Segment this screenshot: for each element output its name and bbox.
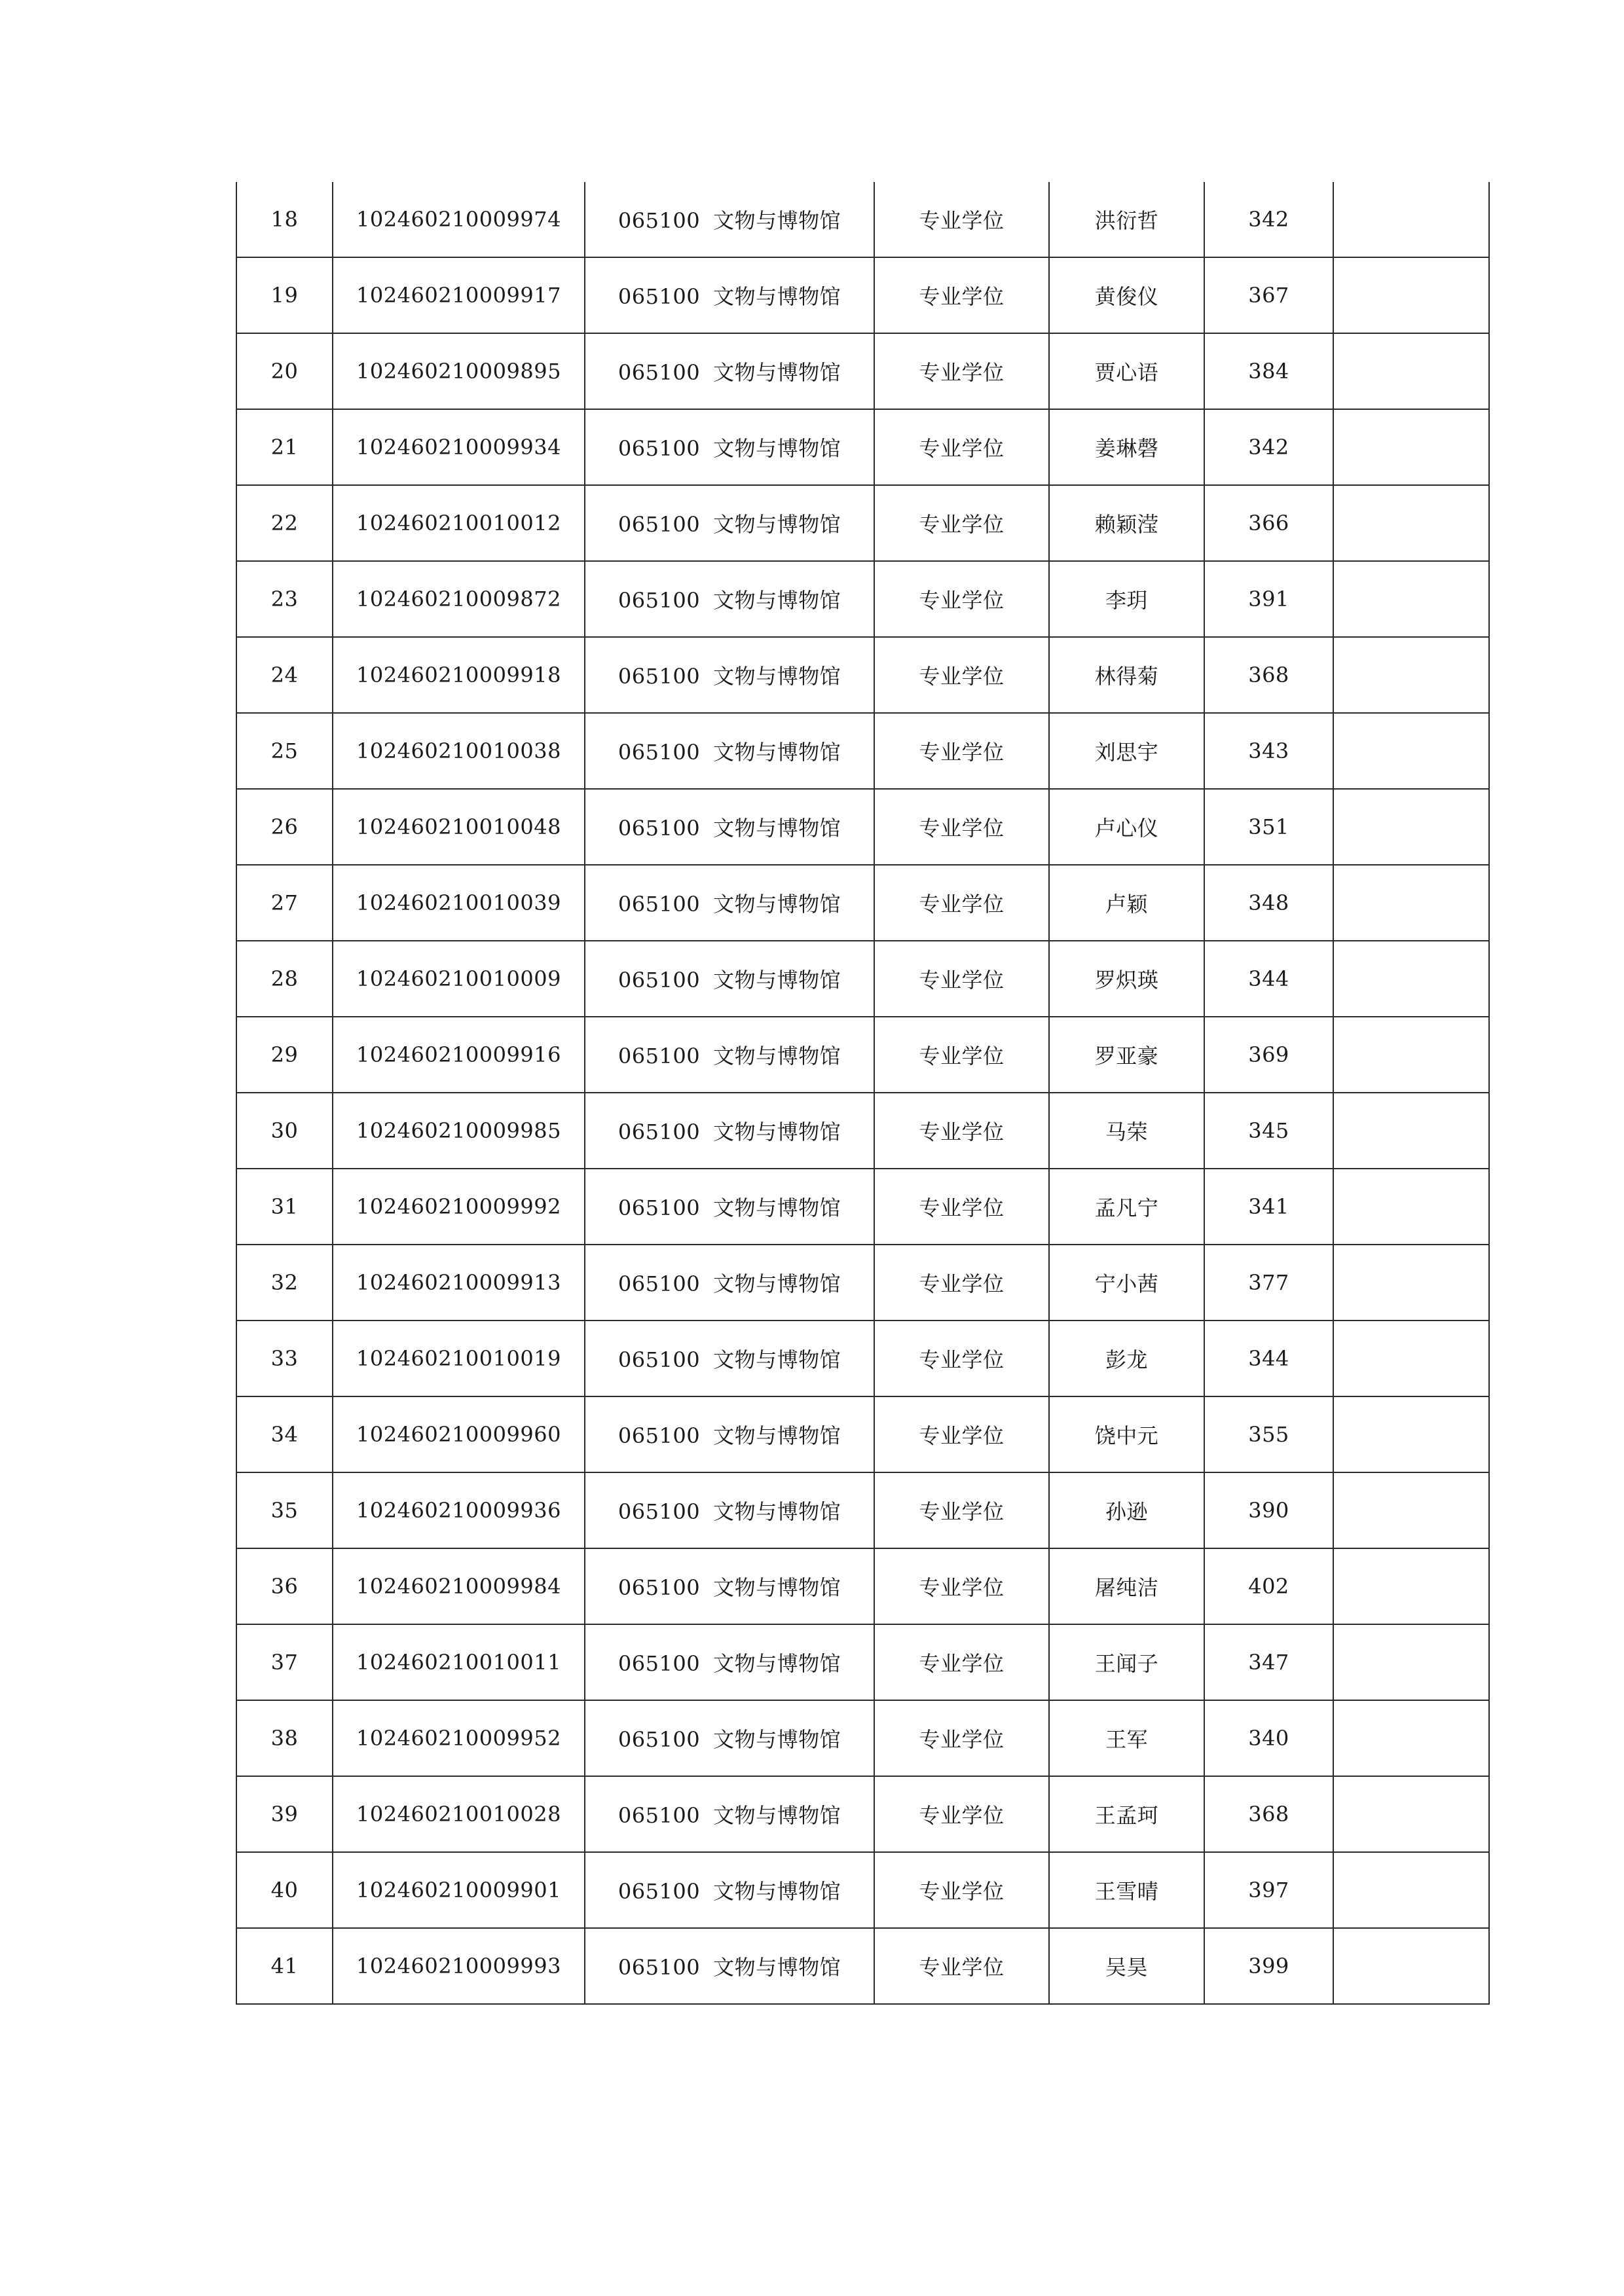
major-code: 065100 <box>618 1499 701 1524</box>
note-cell <box>1333 1624 1489 1700</box>
note-cell <box>1333 1245 1489 1321</box>
major-cell <box>585 1169 874 1245</box>
candidate-name-cell: 王孟珂 <box>1049 1776 1204 1852</box>
table-body <box>236 182 1489 2004</box>
major-code: 065100 <box>618 1879 701 1904</box>
degree-type-cell: 专业学位 <box>874 1928 1049 2004</box>
candidate-name-cell: 宁小茜 <box>1049 1245 1204 1321</box>
score-cell: 397 <box>1204 1852 1333 1928</box>
candidate-name-cell: 彭龙 <box>1049 1321 1204 1396</box>
note-cell <box>1333 1472 1489 1548</box>
candidate-name-cell: 刘思宇 <box>1049 713 1204 789</box>
candidate-name-cell: 卢心仪 <box>1049 789 1204 865</box>
major-code: 065100 <box>618 1955 701 1980</box>
candidate-id-cell: 102460210009992 <box>333 1169 585 1245</box>
candidate-name-cell: 王雪晴 <box>1049 1852 1204 1928</box>
candidate-id-cell: 102460210010038 <box>333 713 585 789</box>
degree-type-cell: 专业学位 <box>874 485 1049 561</box>
table-row <box>236 1928 1489 2004</box>
degree-type-cell: 专业学位 <box>874 1776 1049 1852</box>
candidate-id-cell: 102460210009934 <box>333 409 585 485</box>
candidate-id-cell: 102460210009993 <box>333 1928 585 2004</box>
note-cell <box>1333 485 1489 561</box>
table-row <box>236 1245 1489 1321</box>
major-name: 文物与博物馆 <box>713 360 841 385</box>
major-name: 文物与博物馆 <box>713 512 841 537</box>
row-number-cell: 34 <box>236 1396 333 1472</box>
table-row <box>236 561 1489 637</box>
candidate-name-cell: 马荣 <box>1049 1093 1204 1169</box>
candidate-id-cell: 102460210009913 <box>333 1245 585 1321</box>
major-name: 文物与博物馆 <box>713 968 841 993</box>
major-name: 文物与博物馆 <box>713 1727 841 1752</box>
major-name: 文物与博物馆 <box>713 1195 841 1220</box>
candidate-id-cell: 102460210009960 <box>333 1396 585 1472</box>
row-number-cell: 19 <box>236 257 333 333</box>
score-cell: 341 <box>1204 1169 1333 1245</box>
score-cell: 402 <box>1204 1548 1333 1624</box>
major-cell <box>585 1776 874 1852</box>
candidate-name-cell: 王闻子 <box>1049 1624 1204 1700</box>
row-number-cell: 27 <box>236 865 333 941</box>
candidate-id-cell: 102460210010039 <box>333 865 585 941</box>
degree-type-cell: 专业学位 <box>874 713 1049 789</box>
major-code: 065100 <box>618 588 701 613</box>
major-name: 文物与博物馆 <box>713 664 841 689</box>
candidate-name-cell: 卢颖 <box>1049 865 1204 941</box>
major-name: 文物与博物馆 <box>713 1955 841 1980</box>
score-cell: 342 <box>1204 409 1333 485</box>
major-name: 文物与博物馆 <box>713 816 841 841</box>
table-row <box>236 485 1489 561</box>
major-code: 065100 <box>618 1423 701 1448</box>
table-row <box>236 1624 1489 1700</box>
major-name: 文物与博物馆 <box>713 436 841 461</box>
candidate-name-cell: 洪衍哲 <box>1049 182 1204 257</box>
candidate-id-cell: 102460210009974 <box>333 182 585 257</box>
note-cell <box>1333 865 1489 941</box>
major-cell <box>585 1852 874 1928</box>
row-number-cell: 33 <box>236 1321 333 1396</box>
degree-type-cell: 专业学位 <box>874 941 1049 1017</box>
major-cell <box>585 789 874 865</box>
note-cell <box>1333 409 1489 485</box>
table-row <box>236 1700 1489 1776</box>
row-number-cell: 30 <box>236 1093 333 1169</box>
degree-type-cell: 专业学位 <box>874 1396 1049 1472</box>
major-code: 065100 <box>618 436 701 461</box>
row-number-cell: 21 <box>236 409 333 485</box>
major-name: 文物与博物馆 <box>713 1347 841 1372</box>
candidate-name-cell: 姜琳磬 <box>1049 409 1204 485</box>
candidate-id-cell: 102460210009918 <box>333 637 585 713</box>
note-cell <box>1333 1928 1489 2004</box>
table-row <box>236 1852 1489 1928</box>
candidate-name-cell: 林得菊 <box>1049 637 1204 713</box>
candidate-id-cell: 102460210010012 <box>333 485 585 561</box>
note-cell <box>1333 1700 1489 1776</box>
row-number-cell: 24 <box>236 637 333 713</box>
major-cell <box>585 1548 874 1624</box>
row-number-cell: 28 <box>236 941 333 1017</box>
note-cell <box>1333 182 1489 257</box>
candidate-name-cell: 王军 <box>1049 1700 1204 1776</box>
note-cell <box>1333 1776 1489 1852</box>
table-row <box>236 1396 1489 1472</box>
degree-type-cell: 专业学位 <box>874 1169 1049 1245</box>
major-name: 文物与博物馆 <box>713 1423 841 1448</box>
score-cell: 344 <box>1204 1321 1333 1396</box>
score-cell: 340 <box>1204 1700 1333 1776</box>
major-cell <box>585 182 874 257</box>
score-cell: 368 <box>1204 1776 1333 1852</box>
major-cell <box>585 1624 874 1700</box>
major-code: 065100 <box>618 1803 701 1828</box>
degree-type-cell: 专业学位 <box>874 257 1049 333</box>
major-code: 065100 <box>618 1347 701 1372</box>
table-row <box>236 1321 1489 1396</box>
score-cell: 345 <box>1204 1093 1333 1169</box>
row-number-cell: 37 <box>236 1624 333 1700</box>
candidate-name-cell: 罗亚豪 <box>1049 1017 1204 1093</box>
row-number-cell: 26 <box>236 789 333 865</box>
score-cell: 344 <box>1204 941 1333 1017</box>
score-cell: 368 <box>1204 637 1333 713</box>
table-row <box>236 1017 1489 1093</box>
candidate-id-cell: 102460210009901 <box>333 1852 585 1928</box>
score-cell: 369 <box>1204 1017 1333 1093</box>
candidate-name-cell: 贾心语 <box>1049 333 1204 409</box>
note-cell <box>1333 333 1489 409</box>
major-code: 065100 <box>618 1575 701 1600</box>
degree-type-cell: 专业学位 <box>874 561 1049 637</box>
major-cell <box>585 713 874 789</box>
candidate-id-cell: 102460210009985 <box>333 1093 585 1169</box>
score-cell: 355 <box>1204 1396 1333 1472</box>
note-cell <box>1333 1093 1489 1169</box>
major-cell <box>585 637 874 713</box>
major-code: 065100 <box>618 1727 701 1752</box>
major-cell <box>585 1928 874 2004</box>
candidate-id-cell: 102460210009916 <box>333 1017 585 1093</box>
note-cell <box>1333 1017 1489 1093</box>
major-name: 文物与博物馆 <box>713 1803 841 1828</box>
candidate-name-cell: 饶中元 <box>1049 1396 1204 1472</box>
candidate-id-cell: 102460210010009 <box>333 941 585 1017</box>
note-cell <box>1333 257 1489 333</box>
degree-type-cell: 专业学位 <box>874 1700 1049 1776</box>
major-name: 文物与博物馆 <box>713 1271 841 1296</box>
major-cell <box>585 1321 874 1396</box>
candidate-id-cell: 102460210009872 <box>333 561 585 637</box>
degree-type-cell: 专业学位 <box>874 1245 1049 1321</box>
major-code: 065100 <box>618 1195 701 1220</box>
table-row <box>236 1472 1489 1548</box>
score-cell: 390 <box>1204 1472 1333 1548</box>
admission-table <box>236 182 1490 2005</box>
table-row <box>236 409 1489 485</box>
major-cell <box>585 1396 874 1472</box>
degree-type-cell: 专业学位 <box>874 1548 1049 1624</box>
score-cell: 348 <box>1204 865 1333 941</box>
note-cell <box>1333 1169 1489 1245</box>
candidate-name-cell: 孙逊 <box>1049 1472 1204 1548</box>
score-cell: 342 <box>1204 182 1333 257</box>
major-code: 065100 <box>618 1044 701 1068</box>
row-number-cell: 35 <box>236 1472 333 1548</box>
score-cell: 343 <box>1204 713 1333 789</box>
note-cell <box>1333 1548 1489 1624</box>
major-name: 文物与博物馆 <box>713 284 841 309</box>
score-cell: 391 <box>1204 561 1333 637</box>
note-cell <box>1333 1321 1489 1396</box>
degree-type-cell: 专业学位 <box>874 182 1049 257</box>
major-cell <box>585 333 874 409</box>
table-row <box>236 789 1489 865</box>
major-code: 065100 <box>618 360 701 385</box>
table-row <box>236 865 1489 941</box>
note-cell <box>1333 1852 1489 1928</box>
table-row <box>236 1093 1489 1169</box>
degree-type-cell: 专业学位 <box>874 1624 1049 1700</box>
row-number-cell: 22 <box>236 485 333 561</box>
candidate-id-cell: 102460210010048 <box>333 789 585 865</box>
score-cell: 347 <box>1204 1624 1333 1700</box>
note-cell <box>1333 637 1489 713</box>
candidate-name-cell: 罗炽瑛 <box>1049 941 1204 1017</box>
major-name: 文物与博物馆 <box>713 1120 841 1144</box>
row-number-cell: 29 <box>236 1017 333 1093</box>
score-cell: 367 <box>1204 257 1333 333</box>
major-name: 文物与博物馆 <box>713 740 841 765</box>
row-number-cell: 36 <box>236 1548 333 1624</box>
table-row <box>236 1548 1489 1624</box>
row-number-cell: 18 <box>236 182 333 257</box>
score-cell: 399 <box>1204 1928 1333 2004</box>
score-cell: 384 <box>1204 333 1333 409</box>
note-cell <box>1333 561 1489 637</box>
major-code: 065100 <box>618 816 701 841</box>
major-code: 065100 <box>618 1651 701 1676</box>
note-cell <box>1333 713 1489 789</box>
major-name: 文物与博物馆 <box>713 208 841 233</box>
major-cell <box>585 409 874 485</box>
row-number-cell: 41 <box>236 1928 333 2004</box>
table-row <box>236 941 1489 1017</box>
major-code: 065100 <box>618 208 701 233</box>
table-row <box>236 713 1489 789</box>
major-name: 文物与博物馆 <box>713 892 841 917</box>
row-number-cell: 40 <box>236 1852 333 1928</box>
major-name: 文物与博物馆 <box>713 588 841 613</box>
major-cell <box>585 1472 874 1548</box>
row-number-cell: 38 <box>236 1700 333 1776</box>
candidate-id-cell: 102460210010011 <box>333 1624 585 1700</box>
major-cell <box>585 1700 874 1776</box>
candidate-id-cell: 102460210009936 <box>333 1472 585 1548</box>
row-number-cell: 25 <box>236 713 333 789</box>
score-cell: 366 <box>1204 485 1333 561</box>
table-row <box>236 637 1489 713</box>
row-number-cell: 31 <box>236 1169 333 1245</box>
degree-type-cell: 专业学位 <box>874 865 1049 941</box>
row-number-cell: 39 <box>236 1776 333 1852</box>
degree-type-cell: 专业学位 <box>874 637 1049 713</box>
degree-type-cell: 专业学位 <box>874 409 1049 485</box>
major-cell <box>585 1017 874 1093</box>
note-cell <box>1333 1396 1489 1472</box>
major-code: 065100 <box>618 512 701 537</box>
degree-type-cell: 专业学位 <box>874 1472 1049 1548</box>
candidate-id-cell: 102460210010028 <box>333 1776 585 1852</box>
major-code: 065100 <box>618 284 701 309</box>
major-cell <box>585 257 874 333</box>
table-row <box>236 1776 1489 1852</box>
score-cell: 377 <box>1204 1245 1333 1321</box>
major-code: 065100 <box>618 664 701 689</box>
candidate-id-cell: 102460210009952 <box>333 1700 585 1776</box>
major-cell <box>585 865 874 941</box>
candidate-name-cell: 李玥 <box>1049 561 1204 637</box>
score-cell: 351 <box>1204 789 1333 865</box>
degree-type-cell: 专业学位 <box>874 789 1049 865</box>
candidate-name-cell: 黄俊仪 <box>1049 257 1204 333</box>
note-cell <box>1333 941 1489 1017</box>
major-cell <box>585 561 874 637</box>
table-row <box>236 257 1489 333</box>
row-number-cell: 20 <box>236 333 333 409</box>
major-code: 065100 <box>618 892 701 917</box>
note-cell <box>1333 789 1489 865</box>
table-row <box>236 182 1489 257</box>
major-cell <box>585 1093 874 1169</box>
table-row <box>236 1169 1489 1245</box>
degree-type-cell: 专业学位 <box>874 1321 1049 1396</box>
table-row <box>236 333 1489 409</box>
candidate-id-cell: 102460210009984 <box>333 1548 585 1624</box>
row-number-cell: 32 <box>236 1245 333 1321</box>
row-number-cell: 23 <box>236 561 333 637</box>
major-cell <box>585 485 874 561</box>
major-code: 065100 <box>618 740 701 765</box>
major-code: 065100 <box>618 1120 701 1144</box>
major-name: 文物与博物馆 <box>713 1044 841 1068</box>
candidate-name-cell: 赖颖滢 <box>1049 485 1204 561</box>
document-page <box>236 182 1488 2005</box>
candidate-name-cell: 孟凡宁 <box>1049 1169 1204 1245</box>
candidate-name-cell: 屠纯洁 <box>1049 1548 1204 1624</box>
major-name: 文物与博物馆 <box>713 1499 841 1524</box>
major-name: 文物与博物馆 <box>713 1879 841 1904</box>
candidate-id-cell: 102460210010019 <box>333 1321 585 1396</box>
degree-type-cell: 专业学位 <box>874 1852 1049 1928</box>
major-code: 065100 <box>618 968 701 993</box>
candidate-id-cell: 102460210009917 <box>333 257 585 333</box>
major-cell <box>585 941 874 1017</box>
candidate-name-cell: 吴昊 <box>1049 1928 1204 2004</box>
degree-type-cell: 专业学位 <box>874 333 1049 409</box>
degree-type-cell: 专业学位 <box>874 1093 1049 1169</box>
major-code: 065100 <box>618 1271 701 1296</box>
major-cell <box>585 1245 874 1321</box>
candidate-id-cell: 102460210009895 <box>333 333 585 409</box>
degree-type-cell: 专业学位 <box>874 1017 1049 1093</box>
major-name: 文物与博物馆 <box>713 1651 841 1676</box>
major-name: 文物与博物馆 <box>713 1575 841 1600</box>
